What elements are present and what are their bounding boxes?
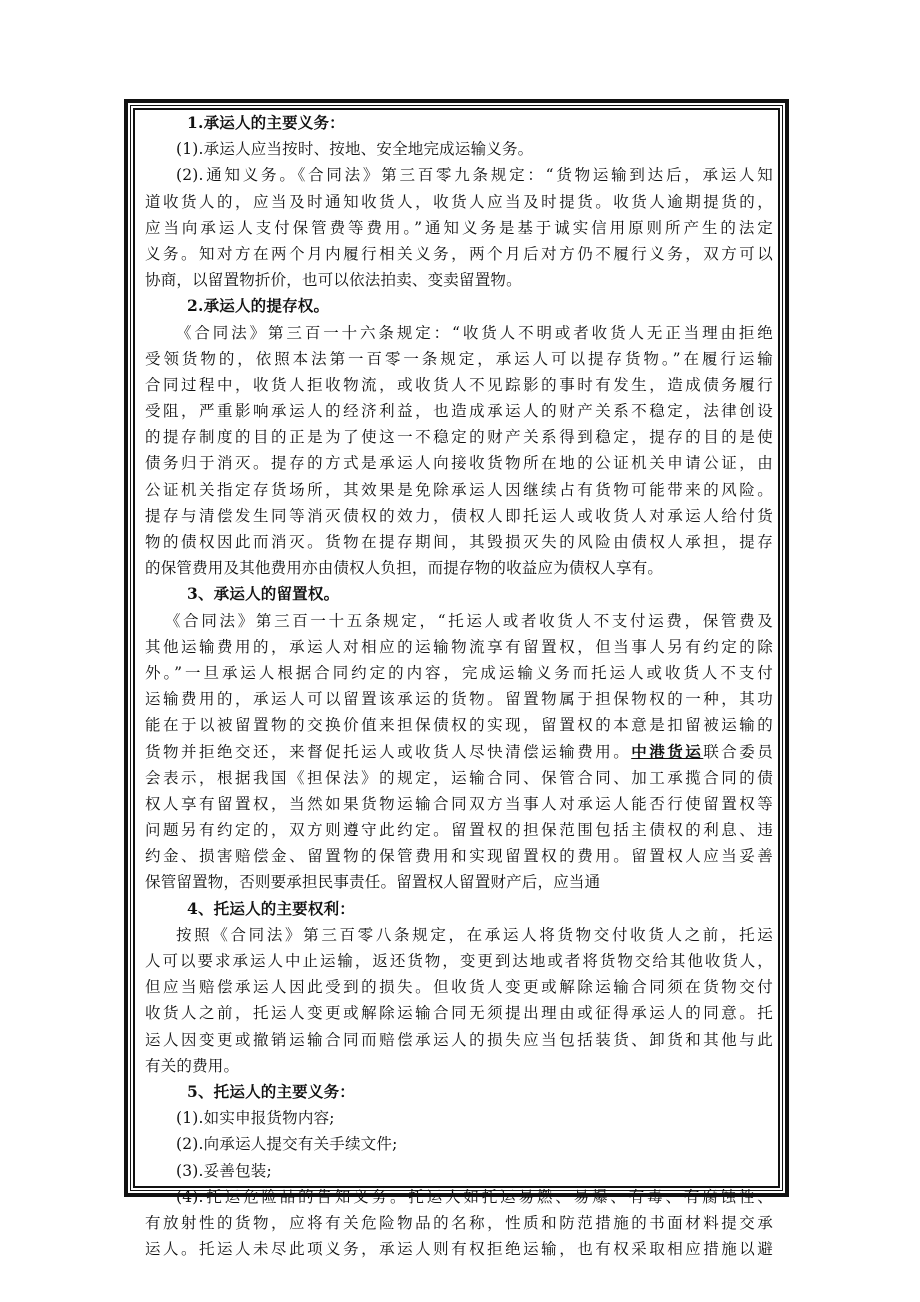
paragraph-line: 人可以要求承运人中止运输，返还货物，变更到达地或者将货物交给其他收货人， [145, 952, 773, 970]
paragraph-line [145, 739, 773, 765]
paragraph-first-line: 《合同法》第三百一十五条规定，“托运人或者收货人不支付运费，保管费及 [165, 611, 773, 630]
company-link[interactable]: 中港货运 [631, 742, 704, 761]
paragraph-line: 约金、损害赔偿金、留置物的保管费用和实现留置权的费用。留置权人应当妥善 [145, 847, 773, 866]
paragraph-line: 运输费用的，承运人可以留置该承运的货物。留置物属于担保物权的一种，其功 [145, 690, 773, 709]
paragraph-last-line: 的保管费用及其他费用亦由债权人负担，而提存物的收益应为债权人享有。 [145, 559, 664, 578]
paragraph-line: 义务。知对方在两个月内履行相关义务，两个月后对方仍不履行义务，双方可以 [145, 244, 773, 263]
paragraph-first-line: 按照《合同法》第三百零八条规定，在承运人将货物交付收货人之前，托运 [176, 925, 773, 944]
paragraph-line: 应当向承运人支付保管费等费用。”通知义务是基于诚实信用原则所产生的法定 [145, 218, 773, 237]
paragraph-line: 物的债权因此而消灭。货物在提存期间，其毁损灭失的风险由债权人承担，提存 [145, 533, 773, 551]
paragraph-line: 但应当赔偿承运人因此受到的损失。但收货人变更或解除运输合同须在货物交付 [145, 978, 773, 997]
paragraph-first-line: (4).托运危险品的告知义务。托运人如托运易燃、易爆、有毒、有腐蚀性、 [176, 1187, 773, 1206]
list-item: (3).妥善包装; [176, 1161, 272, 1180]
paragraph-line: 债务归于消灭。提存的方式是承运人向接收货物所在地的公证机关申请公证，由 [145, 454, 773, 473]
section-heading: 1.承运人的主要义务： [187, 113, 345, 132]
list-item: (1).如实申报货物内容; [176, 1109, 335, 1128]
list-item: (1).承运人应当按时、按地、安全地完成运输义务。 [176, 140, 534, 159]
paragraph-first-line: (2).通知义务。《合同法》第三百零九条规定：“货物运输到达后，承运人知 [176, 166, 773, 185]
paragraph-line: 收货人之前，托运人变更或解除运输合同无须提出理由或征得承运人的同意。托 [145, 1004, 773, 1023]
list-item: (2).向承运人提交有关手续文件; [176, 1135, 398, 1154]
paragraph-last-line: 保管留置物，否则要承担民事责任。留置权人留置财产后，应当通 [145, 873, 601, 892]
paragraph-line: 合同过程中，收货人拒收物流，或收货人不见踪影的事时有发生，造成债务履行 [145, 375, 773, 394]
paragraph-last-line: 有关的费用。 [145, 1056, 240, 1075]
section-heading: 3、承运人的留置权。 [187, 584, 340, 604]
paragraph-line: 问题另有约定的，双方则遵守此约定。留置权的担保范围包括主债权的利息、违 [145, 821, 773, 840]
paragraph-line: 能在于以被留置物的交换价值来担保债权的实现，留置权的本意是扣留被运输的 [145, 716, 773, 735]
document-body [145, 110, 773, 1262]
paragraph-line: 有放射性的货物，应将有关危险物品的名称，性质和防范措施的书面材料提交承 [145, 1213, 773, 1232]
paragraph-line: 权人享有留置权，当然如果货物运输合同双方当事人对承运人能否行使留置权等 [145, 794, 773, 813]
section-heading: 4、托运人的主要权利： [187, 898, 355, 918]
paragraph-line: 道收货人的，应当及时通知收货人，收货人应当及时提货。收货人逾期提货的， [145, 192, 773, 211]
section-heading: 2.承运人的提存权。 [187, 296, 330, 316]
paragraph-line: 公证机关指定存货场所，其效果是免除承运人因继续占有货物可能带来的风险。 [145, 480, 773, 499]
paragraph-line: 运人因变更或撤销运输合同而赔偿承运人的损失应当包括装货、卸货和其他与此 [145, 1030, 773, 1049]
paragraph-line: 提存与清偿发生同等消灭债权的效力，债权人即托运人或收货人对承运人给付货 [145, 506, 773, 525]
paragraph-first-line: 《合同法》第三百一十六条规定：“收货人不明或者收货人无正当理由拒绝 [176, 323, 773, 342]
paragraph-text: 货物并拒绝交还，来督促托运人或收货人尽快清偿运输费用。 [145, 742, 632, 761]
paragraph-line: 受阻，严重影响承运人的经济利益，也造成承运人的财产关系不稳定，法律创设 [145, 402, 773, 421]
paragraph-line: 会表示，根据我国《担保法》的规定，运输合同、保管合同、加工承揽合同的债 [145, 768, 773, 787]
paragraph-text: 联合委员 [703, 742, 773, 761]
paragraph-last-line: 协商，以留置物折价，也可以依法拍卖、变卖留置物。 [145, 271, 522, 290]
paragraph-line: 的提存制度的目的正是为了使这一不稳定的财产关系得到稳定，提存的目的是使 [145, 428, 773, 447]
paragraph-line: 其他运输费用的，承运人对相应的运输物流享有留置权，但当事人另有约定的除 [145, 637, 773, 656]
paragraph-line: 受领货物的，依照本法第一百零一条规定，承运人可以提存货物。”在履行运输 [145, 349, 773, 368]
paragraph-line: 外。”一旦承运人根据合同约定的内容，完成运输义务而托运人或收货人不支付 [145, 663, 773, 682]
section-heading: 5、托运人的主要义务： [187, 1081, 355, 1101]
paragraph-line: 运人。托运人未尽此项义务，承运人则有权拒绝运输，也有权采取相应措施以避 [145, 1240, 773, 1259]
